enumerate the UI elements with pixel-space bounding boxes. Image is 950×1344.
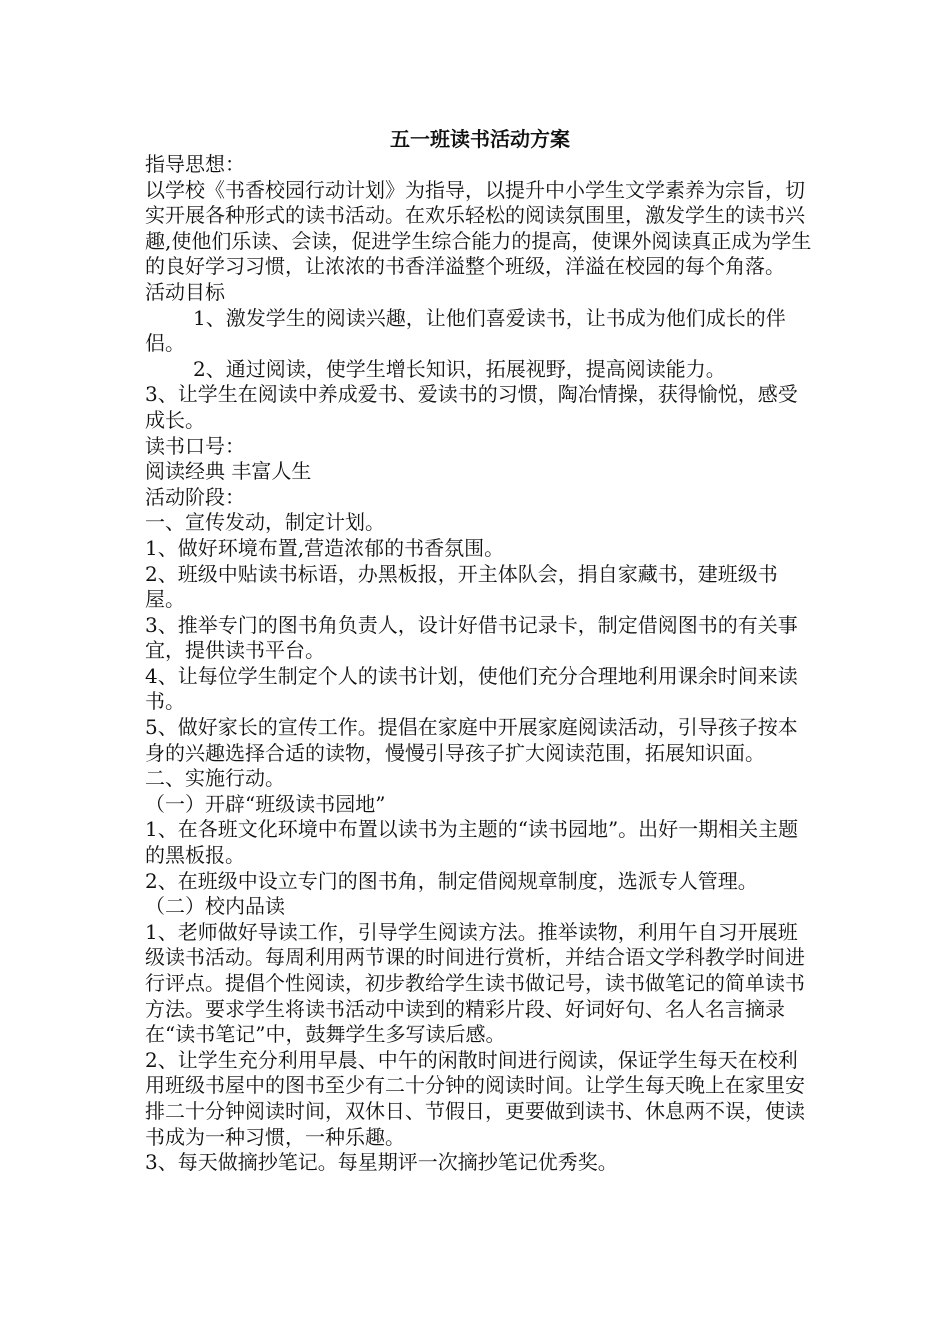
paragraph: 阅读经典 丰富人生 bbox=[145, 459, 312, 484]
paragraph: 3、推举专门的图书角负责人，设计好借书记录卡，制定借阅图书的有关事宜，提供读书平台。 bbox=[145, 612, 798, 663]
document-title: 五一班读书活动方案 bbox=[390, 127, 570, 151]
paragraph: 3、让学生在阅读中养成爱书、爱读书的习惯，陶冶情操，获得愉悦，感受成长。 bbox=[145, 382, 798, 432]
paragraph: 读书口号： bbox=[145, 433, 245, 458]
paragraph: 5、做好家长的宣传工作。提倡在家庭中开展家庭阅读活动，引导孩子按本身的兴趣选择合适的读物，慢慢引导孩子扩大阅读范围，拓展知识面。 bbox=[145, 715, 798, 765]
paragraph: 二、实施行动。 bbox=[145, 766, 285, 791]
paragraph: 2、让学生充分利用早晨、中午的闲散时间进行阅读，保证学生每天在校利用班级书屋中的图书至少有二十分钟的阅读时间。让学生每天晚上在家里安排二十分钟阅读时间，双休日、节假日，更要做到读书、休息两不误，使读书成为一种习惯，一种乐趣。 bbox=[145, 1047, 805, 1149]
paragraph: 以学校《书香校园行动计划》为指导，以提升中小学生文学素养为宗旨，切实开展各种形式的读书活动。在欢乐轻松的阅读氛围里，激发学生的读书兴趣,使他们乐读、会读，促进学生综合能力的提高，使课外阅读真正成为学生的良好学习习惯，让浓浓的书香洋溢整个班级，洋溢在校园的每个角落。 bbox=[145, 177, 812, 279]
paragraph: （二）校内品读 bbox=[145, 894, 285, 919]
paragraph: 1、在各班文化环境中布置以读书为主题的“读书园地”。出好一期相关主题的黑板报。 bbox=[145, 817, 799, 868]
paragraph: 1、老师做好导读工作，引导学生阅读方法。推举读物，利用午自习开展班级读书活动。每周利用两节课的时间进行赏析，并结合语文学科教学时间进行评点。提倡个性阅读，初步教给学生读书做记号，读书做笔记的简单读书方法。要求学生将读书活动中读到的精彩片段、好词好句、名人名言摘录在“读书笔记”中，鼓舞学生多写读后感。 bbox=[145, 919, 805, 1047]
paragraph: （一）开辟“班级读书园地” bbox=[145, 791, 386, 816]
paragraph: 活动阶段： bbox=[145, 484, 245, 509]
paragraph: 4、让每位学生制定个人的读书计划，使他们充分合理地利用课余时间来读书。 bbox=[145, 663, 798, 714]
paragraph: 3、每天做摘抄笔记。每星期评一次摘抄笔记优秀奖。 bbox=[145, 1150, 618, 1175]
paragraph: 2、通过阅读，使学生增长知识，拓展视野，提高阅读能力。 bbox=[193, 356, 726, 381]
paragraph: 2、在班级中设立专门的图书角，制定借阅规章制度，选派专人管理。 bbox=[145, 868, 758, 893]
paragraph: 1、激发学生的阅读兴趣，让他们喜爱读书，让书成为他们成长的伴侣。 bbox=[145, 305, 786, 356]
document-body bbox=[145, 126, 815, 1176]
paragraph: 指导思想： bbox=[145, 152, 245, 176]
paragraph: 1、做好环境布置,营造浓郁的书香氛围。 bbox=[145, 535, 505, 560]
paragraph: 活动目标 bbox=[145, 279, 225, 304]
paragraph-list bbox=[145, 152, 815, 1176]
paragraph: 2、班级中贴读书标语，办黑板报，开主体队会，捐自家藏书，建班级书屋。 bbox=[145, 561, 778, 612]
paragraph: 一、宣传发动，制定计划。 bbox=[145, 510, 385, 535]
